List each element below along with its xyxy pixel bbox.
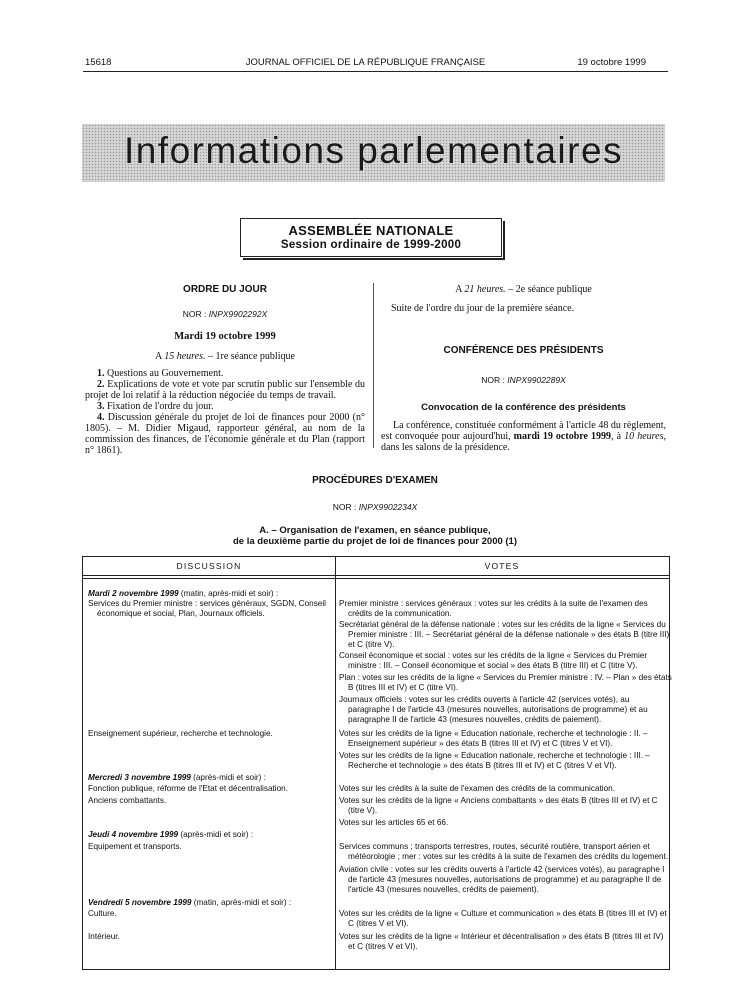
ordre-item: 2. Explications de vote et vote par scrutin public sur l'ensemble du projet de loi relatif à la réduction négociée du temps de travail.	[85, 379, 365, 401]
procedures-title: PROCÉDURES D'EXAMEN	[312, 475, 438, 486]
issue-date: 19 octobre 1999	[577, 57, 646, 68]
table-cell: Premier ministre : services généraux : votes sur les crédits à la suite de l'examen des crédits de la communication.	[339, 599, 648, 618]
table-cell: Intérieur.	[88, 932, 120, 941]
banner-title: Informations parlementaires	[123, 130, 624, 171]
header-rule	[83, 71, 668, 72]
table-cell: Aviation civile : votes sur les crédits ouverts à l'article 42 (services votés), au paragraphe I de l'article 43 (mesures nouvelles, autorisations de programme) et au paragraphe II de l'article 43 (mesures nouvelles, crédits de paiement).	[339, 865, 665, 894]
suite-text: Suite de l'ordre du jour de la première séance.	[391, 303, 575, 314]
journal-title: JOURNAL OFFICIEL DE LA RÉPUBLIQUE FRANÇAISE	[245, 57, 486, 68]
convocation-title: Convocation de la conférence des présidents	[421, 402, 626, 413]
procedures-nor: NOR : INPX9902234X	[332, 502, 418, 512]
table-cell: Votes sur les crédits de la ligne « Culture et communication » des états B (titres III et IV) et C (titres V et VI).	[339, 909, 667, 928]
ordre-item: 3. Fixation de l'ordre du jour.	[97, 401, 214, 412]
table-cell: Fonction publique, réforme de l'Etat et décentralisation.	[88, 784, 288, 793]
session-label: Session ordinaire de 1999-2000	[280, 239, 462, 251]
table-row-day: Mardi 2 novembre 1999 (matin, après-midi et soir) :	[88, 589, 279, 598]
nor-code: INPX9902292X	[208, 309, 268, 319]
table-cell: Conseil économique et social : votes sur les crédits de la ligne « Services du Premier ministre : III. – Conseil économique et social » des états B (titre III) et C (titre V).	[339, 651, 648, 670]
ordre-date: Mardi 19 octobre 1999	[174, 331, 276, 342]
nor-label: NOR :	[182, 309, 207, 319]
assembly-name: ASSEMBLÉE NATIONALE	[288, 223, 454, 238]
procedures-subtitle-1: A. – Organisation de l'examen, en séance publique,	[259, 525, 491, 536]
ordre-item: 4. Discussion générale du projet de loi de finances pour 2000 (n° 1805). – M. Didier Migaud, rapporteur général, au nom de la commission des finances, de l'économie générale et du Plan (rapport n° 1861).	[85, 412, 365, 456]
table-cell: Secrétariat général de la défense nationale : votes sur les crédits de la ligne « Services du Premier ministre : III. – Secrétariat général de la défense nationale » des états B (titre III) et C (titre V).	[339, 620, 670, 649]
table-cell: Culture.	[88, 909, 117, 918]
column-separator	[335, 557, 336, 969]
ordre-item: 1. Questions au Gouvernement.	[97, 368, 224, 379]
table-cell: Equipement et transports.	[88, 842, 182, 851]
header-separator	[83, 578, 669, 579]
seance-rest: – 1re séance publique	[205, 351, 295, 362]
col-header-discussion: DISCUSSION	[176, 561, 242, 571]
seance-2: A 21 heures. – 2e séance publique	[455, 284, 592, 295]
procedures-subtitle-2: de la deuxième partie du projet de loi de finances pour 2000 (1)	[232, 536, 518, 547]
table-cell: Votes sur les crédits de la ligne « Education nationale, recherche et technologie : II. – Enseignement supérieur » des états B (titres III et IV) et C (titres V et VI).	[339, 729, 648, 748]
section-banner	[82, 124, 665, 182]
page-number: 15618	[85, 57, 112, 68]
seance-a: A	[155, 351, 162, 362]
table-row-day: Mercredi 3 novembre 1999 (après-midi et soir) :	[88, 773, 266, 782]
table-cell: Anciens combattants.	[88, 796, 167, 805]
table-cell: Enseignement supérieur, recherche et technologie.	[88, 729, 273, 738]
seance-time: 15 heures.	[164, 351, 206, 362]
table-cell: Plan : votes sur les crédits de la ligne « Services du Premier ministre : IV. – Plan » des états B (titres III et IV) et C (titre VI).	[339, 673, 672, 692]
table-row-day: Jeudi 4 novembre 1999 (après-midi et soir) :	[88, 830, 254, 839]
table-cell: Services du Premier ministre : services généraux, SGDN, Conseil économique et social, Plan, Journaux officiels.	[88, 599, 326, 618]
table-cell: Journaux officiels : votes sur les crédits ouverts à l'article 42 (services votés), au paragraphe I de l'article 43 (mesures nouvelles, autorisations de programme) et au paragraphe II de l'article 43 (mesures nouvelles, crédits de paiement).	[339, 695, 648, 724]
ordre-items	[85, 368, 365, 456]
table-row-day: Vendredi 5 novembre 1999 (matin, après-midi et soir) :	[88, 898, 292, 907]
ordre-title: ORDRE DU JOUR	[183, 284, 267, 295]
convocation-text: La conférence, constituée conformément à l'article 48 du règlement, est convoquée pour aujourd'hui, mardi 19 octobre 1999, à 10 heures, dans les salons de la présidence.	[381, 420, 666, 453]
col-header-votes: VOTES	[484, 561, 520, 571]
header-separator	[83, 575, 669, 576]
seance-1	[85, 351, 365, 362]
conference-nor: NOR : INPX9902289X	[481, 375, 566, 385]
assembly-box	[240, 218, 502, 257]
table-cell: Votes sur les crédits de la ligne « Anciens combattants » des états B (titres III et IV) et C (titre V).	[339, 796, 658, 815]
table-cell: Votes sur les articles 65 et 66.	[339, 818, 449, 827]
table-cell: Votes sur les crédits de la ligne « Intérieur et décentralisation » des états B (titres III et IV) et C (titres V et VI).	[339, 932, 664, 951]
table-cell: Services communs ; transports terrestres, routes, sécurité routière, transport aérien et météorologie ; mer : votes sur les crédits à la suite de l'examen des crédits du logement.	[339, 842, 669, 861]
ordre-nor	[85, 309, 365, 319]
conference-title: CONFÉRENCE DES PRÉSIDENTS	[443, 345, 604, 356]
table-cell: Votes sur les crédits à la suite de l'examen des crédits de la communication.	[339, 784, 615, 793]
column-rule	[373, 283, 374, 448]
table-cell: Votes sur les crédits de la ligne « Education nationale, recherche et technologie : III. – Recherche et technologie » des états B (titres III et IV) et C (titres V et VI).	[339, 751, 650, 770]
